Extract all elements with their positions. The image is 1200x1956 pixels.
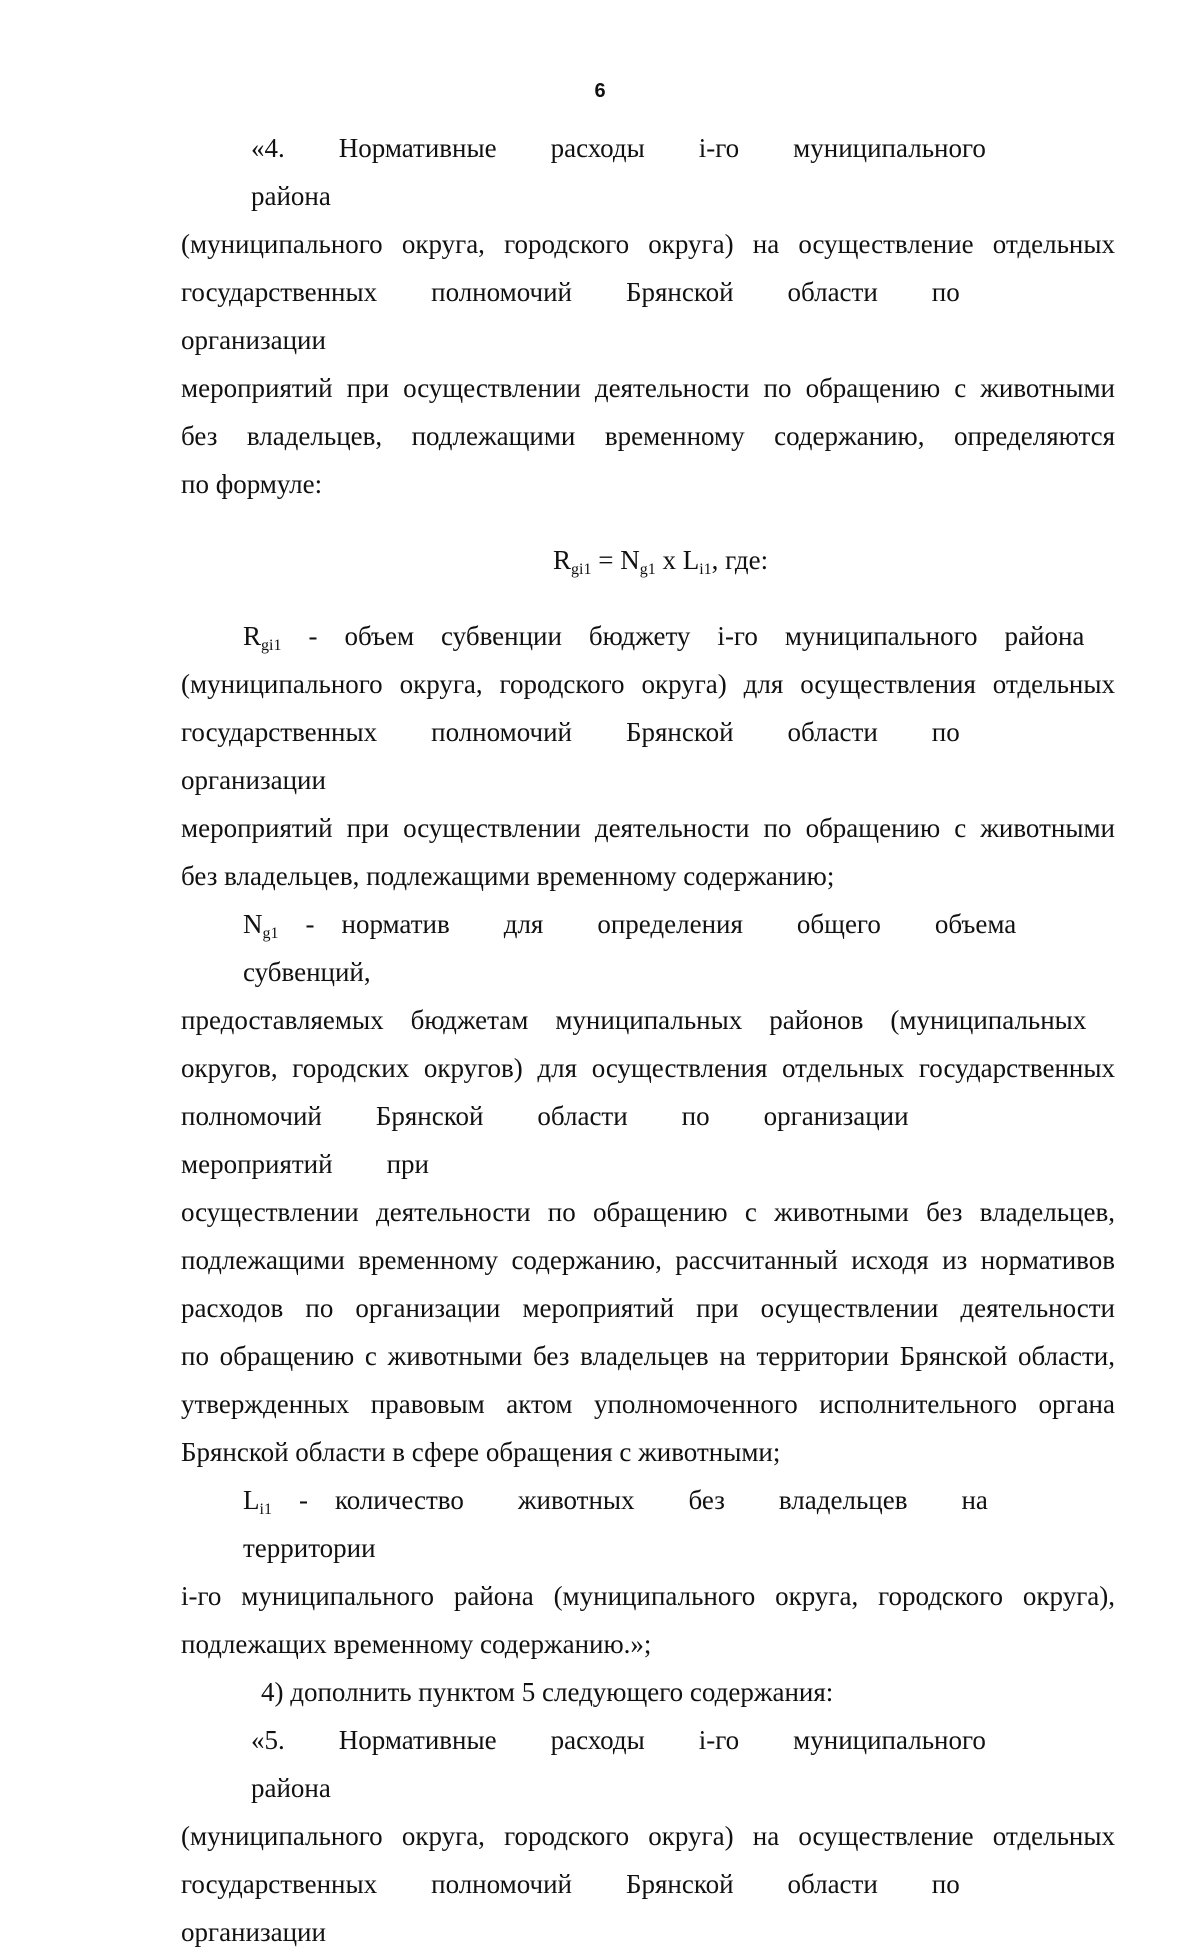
definition-n-line-6: подлежащими временному содержанию, рассчитанный исходя из нормативов xyxy=(181,1245,1115,1275)
definition-r-first-text: - объем субвенции бюджету i-го муниципального района xyxy=(281,621,1085,651)
formula-l-subscript: i1 xyxy=(699,561,712,578)
definition-n-subscript: g1 xyxy=(262,925,279,942)
definition-n-line-7: расходов по организации мероприятий при осуществлении деятельности xyxy=(181,1293,1115,1323)
paragraph-5-line-3: государственных полномочий Брянской области по организации xyxy=(181,1869,1014,1947)
paragraph-5 xyxy=(181,1716,1115,1956)
definition-r xyxy=(181,612,1115,900)
paragraph-4 xyxy=(181,124,1115,508)
definition-l xyxy=(181,1476,1115,1668)
definition-n-line-2: предоставляемых бюджетам муниципальных районов (муниципальных xyxy=(181,1005,1087,1035)
formula-multiply: x xyxy=(655,545,683,575)
paragraph-4-line-2: (муниципального округа, городского округа) на осуществление отдельных xyxy=(181,229,1115,259)
formula-tail: , где: xyxy=(711,545,769,575)
document-body xyxy=(181,124,1115,1956)
definition-n-first-text: - норматив для определения общего объема субвенций, xyxy=(243,909,1071,987)
definition-l-line-3: подлежащих временному содержанию.»; xyxy=(181,1629,652,1659)
paragraph-4-line-4: мероприятий при осуществлении деятельности по обращению с животными xyxy=(181,373,1115,403)
definition-n-line-3: округов, городских округов) для осуществления отдельных государственных xyxy=(181,1053,1115,1083)
definition-l-line-2: i-го муниципального района (муниципального округа, городского округа), xyxy=(181,1581,1115,1611)
paragraph-5-line-1: «5. Нормативные расходы i-го муниципального района xyxy=(251,1725,1040,1803)
formula xyxy=(181,536,1115,584)
definition-n-line-4: полномочий Брянской области по организации мероприятий при xyxy=(181,1101,963,1179)
page-number: 6 xyxy=(594,80,606,102)
definition-l-symbol: L xyxy=(243,1485,260,1515)
paragraph-5-line-2: (муниципального округа, городского округа) на осуществление отдельных xyxy=(181,1821,1115,1851)
formula-r-symbol: R xyxy=(553,545,572,575)
definition-r-line-1 xyxy=(181,612,1115,660)
definition-r-line-4: мероприятий при осуществлении деятельности по обращению с животными xyxy=(181,813,1115,843)
formula-equals: = xyxy=(591,545,621,575)
paragraph-4-line-3: государственных полномочий Брянской области по организации xyxy=(181,277,1014,355)
formula-n-subscript: g1 xyxy=(639,561,656,578)
item-4: 4) дополнить пунктом 5 следующего содержания: xyxy=(261,1677,834,1707)
formula-r-subscript: gi1 xyxy=(571,561,592,578)
paragraph-4-line-5: без владельцев, подлежащими временному содержанию, определяются xyxy=(181,421,1115,451)
formula-n-symbol: N xyxy=(620,545,640,575)
definition-n-symbol: N xyxy=(243,909,263,939)
definition-n-line-1 xyxy=(181,900,1115,996)
definition-n-line-5: осуществлении деятельности по обращению с животными без владельцев, xyxy=(181,1197,1115,1227)
definition-n xyxy=(181,900,1115,1476)
definition-r-line-5: без владельцев, подлежащими временному содержанию; xyxy=(181,861,835,891)
definition-l-subscript: i1 xyxy=(259,1501,272,1518)
definition-n-line-9: утвержденных правовым актом уполномоченного исполнительного органа xyxy=(181,1389,1115,1419)
paragraph-4-line-1: «4. Нормативные расходы i-го муниципального района xyxy=(251,133,1040,211)
definition-l-first-text: - количество животных без владельцев на территории xyxy=(243,1485,1042,1563)
definition-n-line-10: Брянской области в сфере обращения с животными; xyxy=(181,1437,781,1467)
paragraph-4-line-6: по формуле: xyxy=(181,469,323,499)
definition-r-subscript: gi1 xyxy=(261,637,282,654)
definition-r-line-2: (муниципального округа, городского округа) для осуществления отдельных xyxy=(181,669,1115,699)
formula-l-symbol: L xyxy=(682,545,700,575)
definition-r-line-3: государственных полномочий Брянской области по организации xyxy=(181,717,1014,795)
definition-r-symbol: R xyxy=(243,621,262,651)
definition-l-line-1 xyxy=(181,1476,1115,1572)
definition-n-line-8: по обращению с животными без владельцев на территории Брянской области, xyxy=(181,1341,1115,1371)
